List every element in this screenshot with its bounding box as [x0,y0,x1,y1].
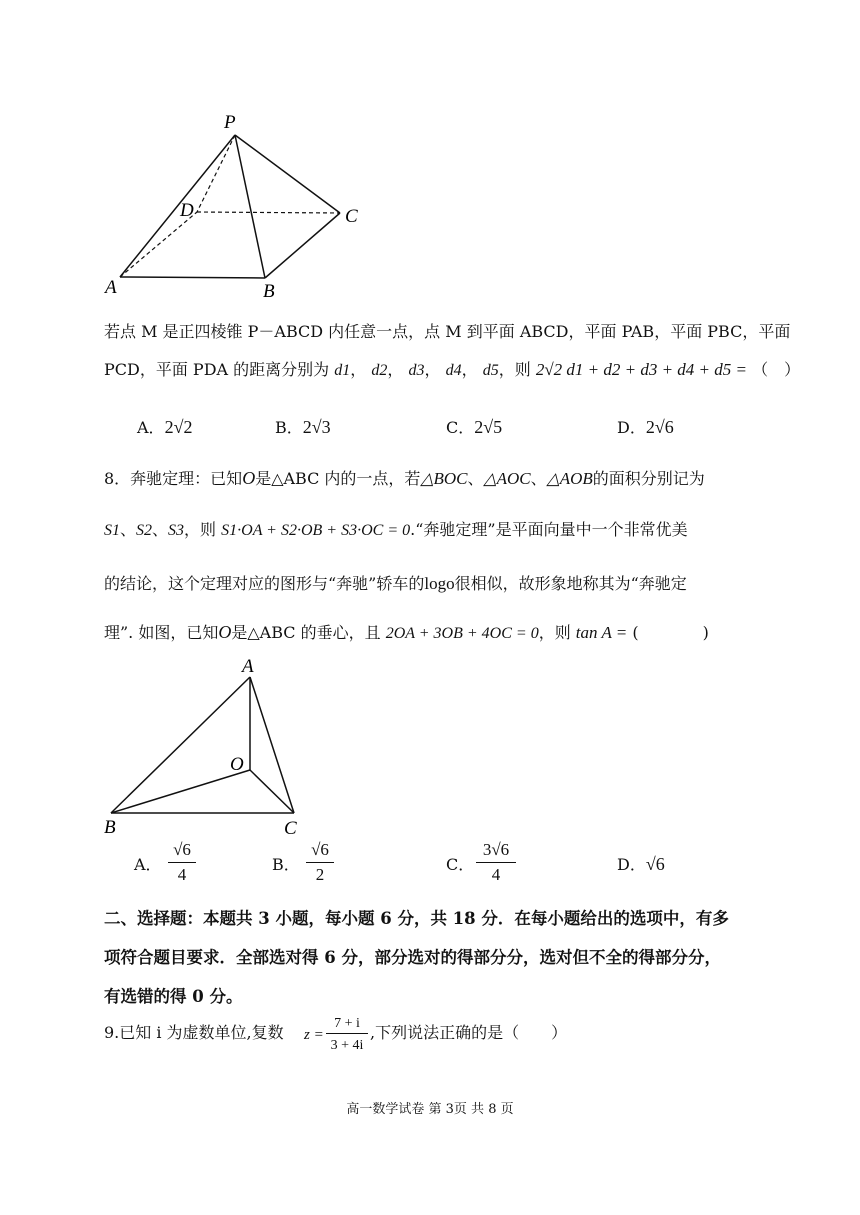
q8-vector-equation: 2OA + 3OB + 4OC = 0 [385,625,539,642]
edge-ad [120,212,197,277]
q8-line1: 8．奔驰定理：已知O是△ABC 内的一点，若△BOC、△AOC、△AOB的面积分别记为 [104,468,705,488]
segment-ob [111,770,250,813]
q9-stem: 9.已知 i 为虚数单位,复数 z = 7 + i 3 + 4i ,下列说法正确的是（ ） [104,1016,568,1053]
q8-benz-equation: S1·OA + S2·OB + S3·OC = 0 [221,522,411,539]
q7-d2: d2 [371,362,388,379]
q8-option-d: D．√6 [617,854,665,874]
section2-line2: 项符合题目要求．全部选对得 6 分，部分选对的得部分分，选对但不全的得部分分， [104,948,721,967]
q7-answer-paren: （ ） [752,360,801,379]
edge-pb [235,135,265,278]
q8-answer-paren: ( ) [632,623,709,642]
q7-d5: d5 [482,362,499,379]
pyramid-figure [100,105,380,300]
triangle-figure [100,655,310,840]
page-footer: 高一数学试卷 第 3页 共 8 页 [346,1102,514,1117]
q8-tan-a: tan A = [575,623,628,642]
label-a: A [105,277,117,298]
edge-ab [120,277,265,278]
edge-ac [250,677,294,813]
q7-option-d: D．2√6 [617,417,674,437]
edge-ab [111,677,250,813]
label-c: C [345,206,358,227]
q7-expression: 2√2 d1 + d2 + d3 + d4 + d5 = [535,360,748,379]
label-b: B [104,817,116,838]
q7-option-a: A．2√2 [137,417,193,437]
label-a: A [242,656,254,677]
q8-line3: 的结论，这个定理对应的图形与“奔驰”轿车的logo很相似，故形象地称其为“奔驰定 [104,574,687,593]
edge-pc [235,135,340,213]
edge-dc [197,212,340,213]
q7-line1: 若点 M 是正四棱锥 P－ABCD 内任意一点，点 M 到平面 ABCD，平面 PAB，平面 PBC，平面 [104,322,791,341]
edge-pa [120,135,235,277]
edge-pd [197,135,235,212]
label-c: C [284,818,297,839]
label-o: O [230,754,244,775]
q7-option-c: C．2√5 [446,417,503,437]
q8-line4: 理”. 如图，已知O是△ABC 的垂心，且 2OA + 3OB + 4OC = 0，则 tan A = ( ) [104,622,709,642]
q7-line2: PCD，平面 PDA 的距离分别为 d1， d2， d3， d4， d5，则 2√2 d1 + d2 + d3 + d4 + d5 = （ ） [104,360,801,379]
section2-line3: 有选错的得 0 分。 [104,987,243,1006]
q7-option-b: B．2√3 [275,417,331,437]
label-p: P [224,112,236,133]
label-b: B [263,281,275,300]
q8-line2: S1、S2、S3，则 S1·OA + S2·OB + S3·OC = 0.“奔驰定理”是平面向量中一个非常优美 [104,520,688,539]
q7-d3: d3 [408,362,425,379]
q7-d4: d4 [445,362,462,379]
q7-d1: d1 [334,362,351,379]
label-d: D [180,200,194,221]
q7-line2-prefix: PCD，平面 PDA 的距离分别为 [104,360,330,379]
edge-bc [265,213,340,278]
section2-line1: 二、选择题：本题共 3 小题，每小题 6 分，共 18 分．在每小题给出的选项中，有多 [104,909,729,928]
